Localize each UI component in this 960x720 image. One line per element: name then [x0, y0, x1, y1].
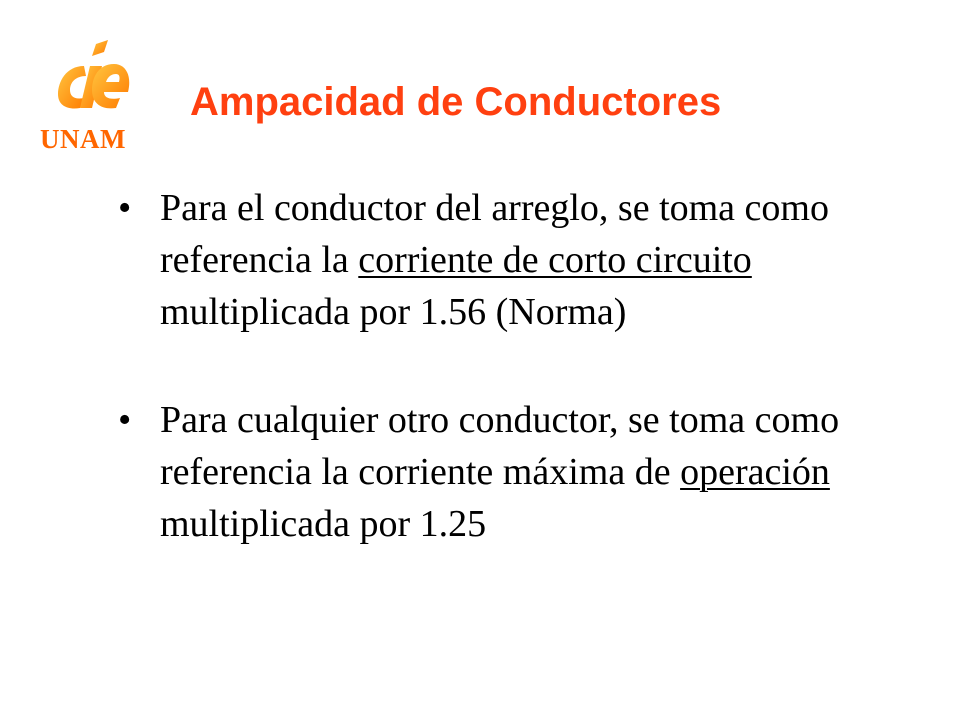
bullet-text: Para el conductor del arreglo, se toma como referencia la — [160, 187, 829, 281]
slide-title: Ampacidad de Conductores — [190, 80, 722, 124]
bullet-mark: • — [118, 399, 132, 441]
unam-logo — [38, 38, 142, 162]
bullet-text: multiplicada por 1.25 — [160, 503, 487, 545]
underlined-term: operación — [680, 451, 830, 493]
logo-emblem-icon — [52, 38, 136, 116]
bullet-text: multiplicada por 1.56 (Norma) — [160, 291, 627, 333]
logo-label: UNAM — [40, 124, 126, 154]
bullet-item-array-conductor — [118, 182, 938, 338]
underlined-term: corriente de corto circuito — [358, 239, 752, 281]
bullet-text: Para cualquier otro conductor, se toma como referencia la corriente máxima de — [160, 399, 840, 493]
bullet-list — [118, 182, 938, 550]
bullet-mark: • — [118, 187, 132, 229]
bullet-item-other-conductor — [118, 394, 938, 550]
